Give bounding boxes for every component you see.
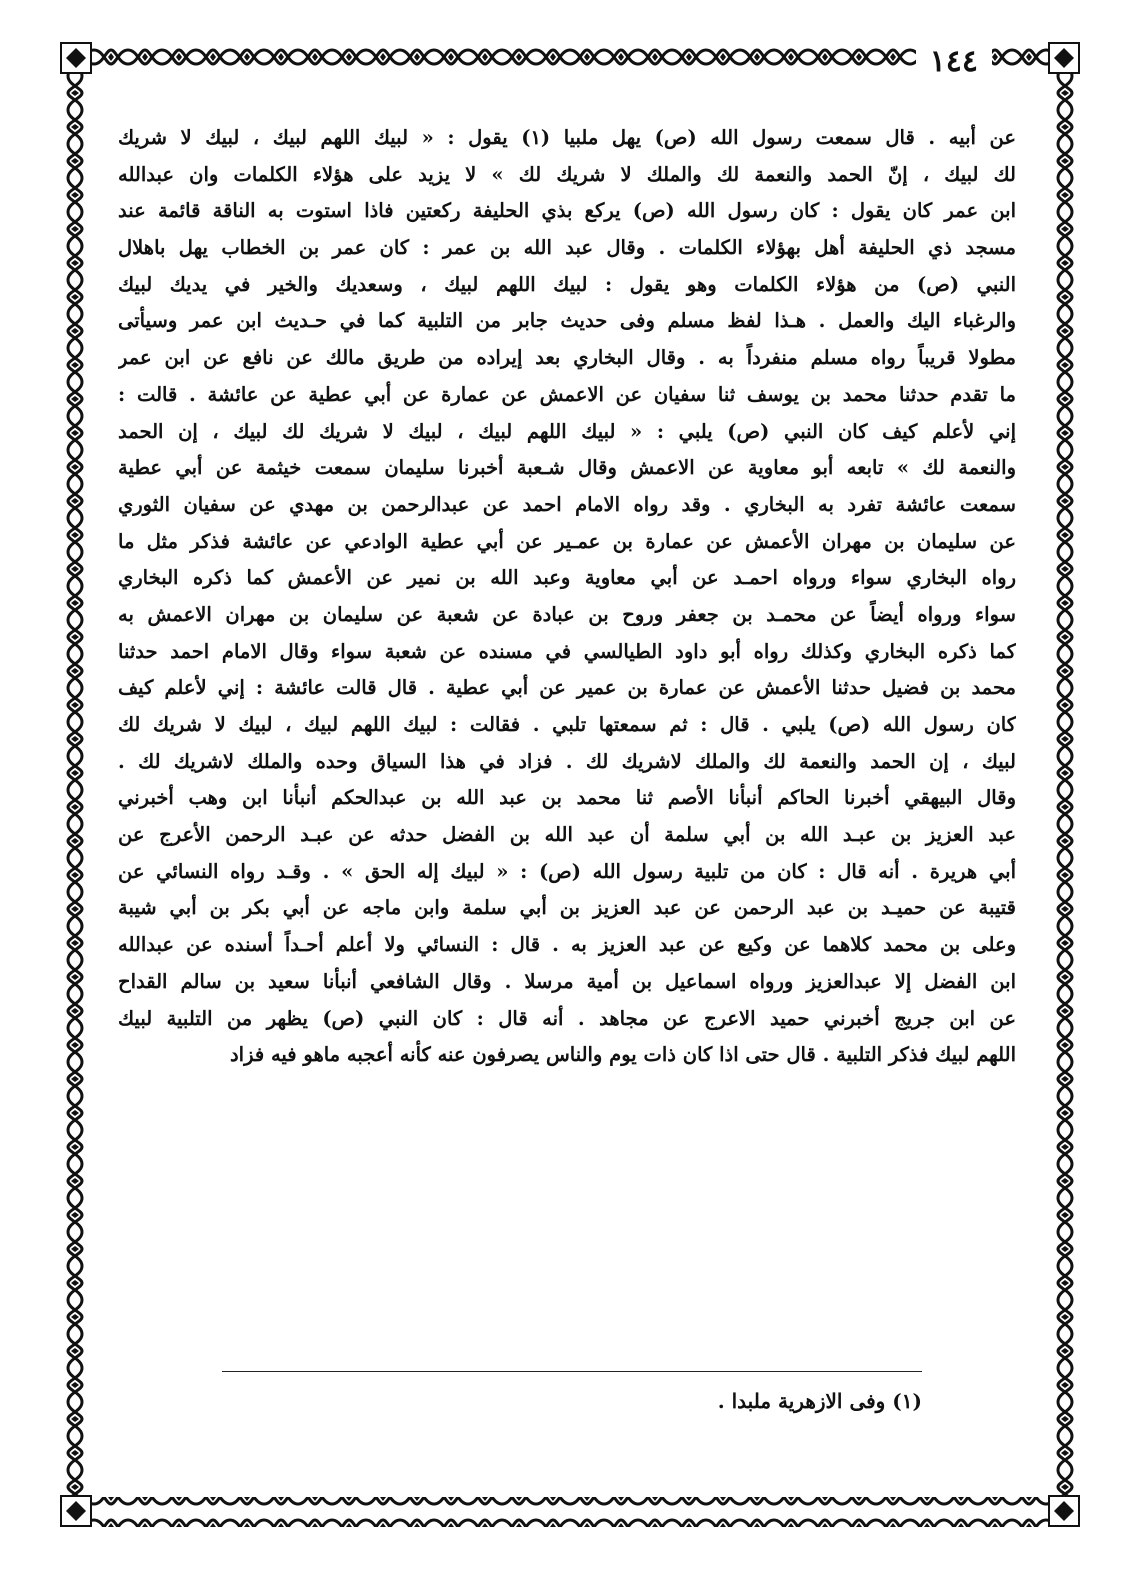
text-line: إني لأعلم كيف كان النبي (ص) يلبي : « لبيك اللهم لبيك ، لبيك لا شريك لك لبيك ، إن الحمد — [118, 419, 1016, 443]
page-number: ١٤٤ — [916, 44, 992, 80]
text-line: سمعت عائشة تفرد به البخاري . وقد رواه الامام احمد عن عبدالرحمن بن مهدي عن سفيان الثوري — [118, 492, 1016, 516]
text-line: النبي (ص) من هؤلاء الكلمات وهو يقول : لبيك اللهم لبيك ، وسعديك والخير في يديك لبيك — [118, 272, 1016, 296]
text-line: رواه البخاري سواء ورواه احمـد عن أبي معاوية وعبد الله بن نمير عن الأعمش كما ذكره البخاري — [118, 566, 1016, 590]
text-line: مسجد ذي الحليفة أهل بهؤلاء الكلمات . وقال عبد الله بن عمر : كان عمر بن الخطاب يهل باهلال — [118, 236, 1016, 260]
text-line: والرغباء اليك والعمل . هـذا لفظ مسلم وفى حديث جابر من التلبية كما في حـديث ابن عمر وسيأتى — [118, 309, 1016, 333]
text-line: اللهم لبيك فذكر التلبية . قال حتى اذا كان ذات يوم والناس يصرفون عنه كأنه أعجبه ماهو فيه فزاد — [229, 1043, 1016, 1067]
text-line: أبي هريرة . أنه قال : كان من تلبية رسول الله (ص) : « لبيك إله الحق » . وقـد رواه النسائي عن — [118, 859, 1016, 883]
text-line: عن سليمان بن مهران الأعمش عن عمارة بن عمـير عن أبي عطية الوادعي عن عائشة فذكر مثل ما — [118, 529, 1016, 553]
text-line: عبد العزيز بن عبـد الله بن أبي سلمة أن عبد الله بن الفضل حدثه عن عبـد الرحمن الأعرج عن — [118, 823, 1016, 847]
text-line: وعلى بن محمد كلاهما عن وكيع عن عبد العزيز به . قال : النسائي ولا أعلم أحـداً أسنده عن عبدالله — [118, 933, 1016, 957]
text-line: ابن الفضل إلا عبدالعزيز ورواه اسماعيل بن أمية مرسلا . وقال الشافعي أنبأنا سعيد بن سالم القداح — [118, 969, 1016, 993]
footnote-divider — [222, 1371, 922, 1372]
text-line: ما تقدم حدثنا محمد بن يوسف ثنا سفيان عن الاعمش عن عمارة عن أبي عطية عن عائشة . قالت : — [118, 382, 1016, 406]
text-line: والنعمة لك » تابعه أبو معاوية عن الاعمش وقال شـعبة أخبرنا سليمان سمعت خيثمة عن أبي عطية — [118, 456, 1016, 480]
text-line: محمد بن فضيل حدثنا الأعمش عن عمارة بن عمير عن أبي عطية . قال قالت عائشة : إني لأعلم كيف — [118, 676, 1016, 700]
text-line: مطولا قريباً رواه مسلم منفرداً به . وقال البخاري بعد إيراده من طريق مالك عن نافع عن ابن عمر — [118, 346, 1016, 370]
main-text — [118, 120, 1016, 1074]
text-line: ابن عمر كان يقول : كان رسول الله (ص) يركع بذي الحليفة ركعتين فاذا استوت به الناقة قائمة عند — [118, 199, 1016, 223]
text-line: وقال البيهقي أخبرنا الحاكم أنبأنا الأصم ثنا محمد بن عبد الله بن عبدالحكم أنبأنا ابن وهب أخبرني — [118, 786, 1016, 810]
text-line: لبيك ، إن الحمد والنعمة لك والملك لاشريك لك . فزاد في هذا السياق وحده والملك لاشريك لك . — [118, 749, 1016, 773]
footnote: (١) وفى الازهرية ملبدا . — [717, 1389, 922, 1413]
text-line: عن ابن جريج أخبرني حميد الاعرج عن مجاهد . أنه قال : كان النبي (ص) يظهر من التلبية لبيك — [118, 1006, 1016, 1030]
text-line: عن أبيه . قال سمعت رسول الله (ص) يهل ملبيا (١) يقول : « لبيك اللهم لبيك ، لبيك لا شريك — [118, 126, 1016, 149]
text-line: قتيبة عن حميـد بن عبد الرحمن عن عبد العزيز بن أبي سلمة وابن ماجه عن أبي بكر بن أبي شيبة — [118, 896, 1016, 920]
text-line: لك لبيك ، إنّ الحمد والنعمة لك والملك لا شريك لك » لا يزيد على هؤلاء الكلمات وان عبدالله — [118, 162, 1016, 186]
text-line: كان رسول الله (ص) يلبي . قال : ثم سمعتها تلبي . فقالت : لبيك اللهم لبيك ، لبيك لا شريك لك — [118, 713, 1016, 736]
text-line: كما ذكره البخاري وكذلك رواه أبو داود الطيالسي في مسنده عن شعبة سواء وقال الامام احمد حدثنا — [118, 639, 1016, 663]
text-line: سواء ورواه أيضاً عن محمـد بن جعفر وروح بن عبادة عن شعبة عن سليمان بن مهران الاعمش به — [118, 602, 1016, 626]
